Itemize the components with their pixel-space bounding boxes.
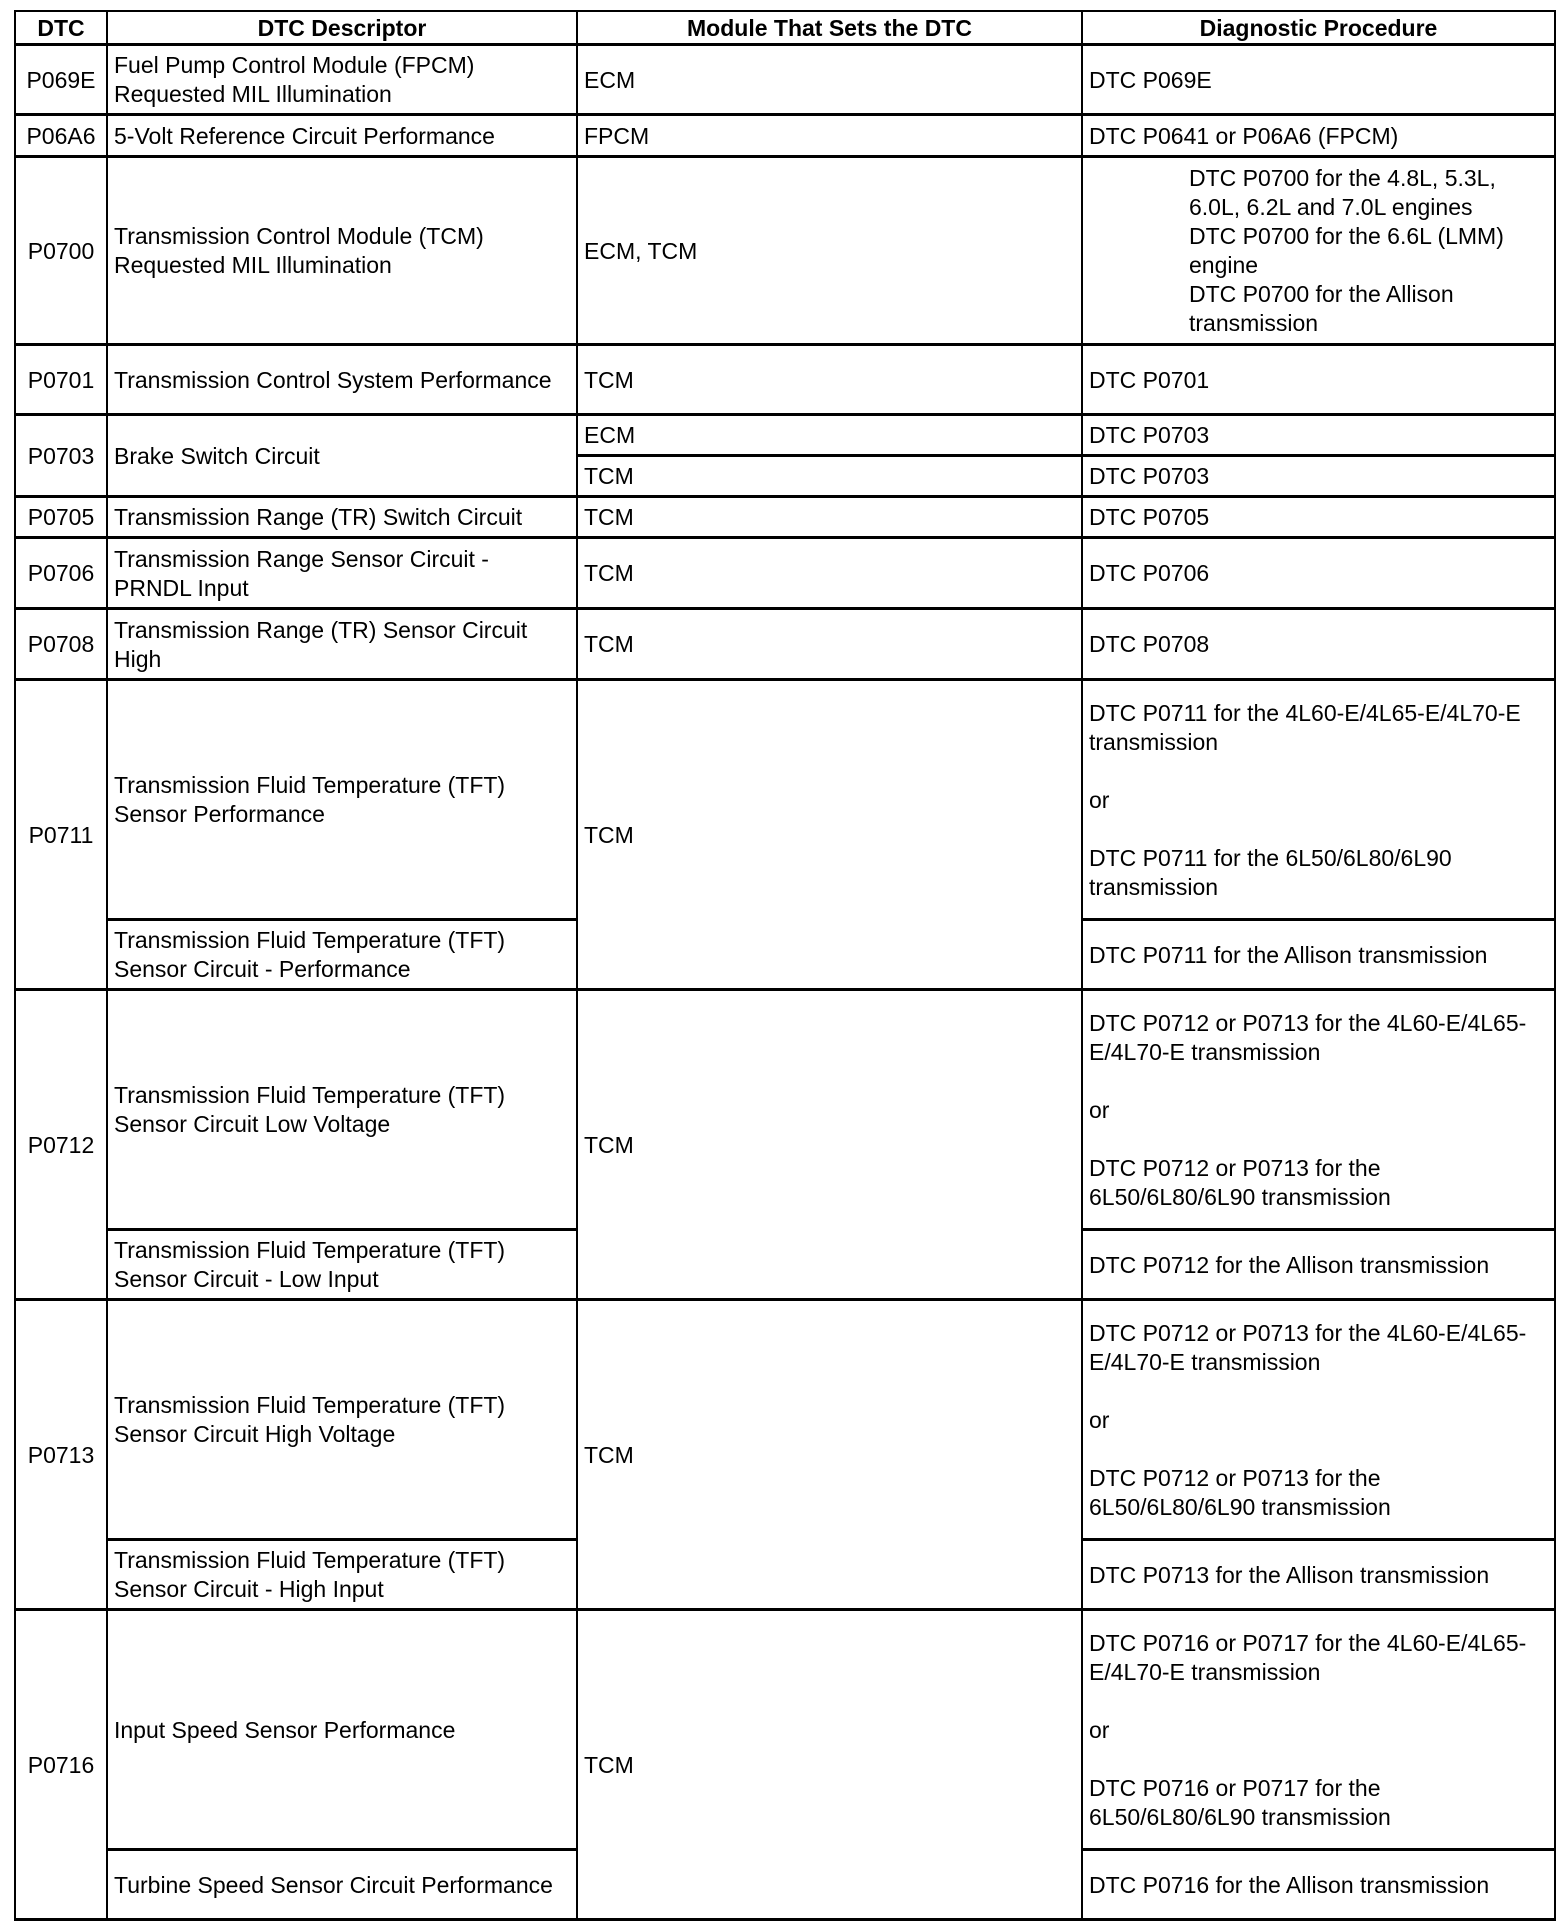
procedure-or-text: or: [1089, 1096, 1110, 1123]
dtc-procedure-list: [1082, 1610, 1555, 1850]
dtc-procedure: DTC P0716 or P0717 for the 4L60-E/4L65-E/4L70-E transmission: [1089, 1629, 1527, 1685]
dtc-procedure: DTC P0712 for the Allison transmission: [1082, 1230, 1555, 1300]
table-row: [15, 1300, 1555, 1540]
dtc-module: TCM: [577, 609, 1082, 680]
dtc-module: TCM: [577, 990, 1082, 1300]
table-row: [15, 157, 1555, 345]
dtc-descriptor: Turbine Speed Sensor Circuit Performance: [107, 1850, 577, 1920]
dtc-module: TCM: [577, 1300, 1082, 1610]
dtc-descriptor: Transmission Control Module (TCM) Requested MIL Illumination: [107, 157, 577, 345]
dtc-descriptor: Brake Switch Circuit: [107, 415, 577, 497]
table-row: [15, 538, 1555, 609]
dtc-procedure: DTC P0706: [1082, 538, 1555, 609]
dtc-code: P0705: [15, 497, 107, 538]
dtc-procedure: DTC P0711 for the 4L60-E/4L65-E/4L70-E transmission: [1089, 699, 1521, 755]
dtc-procedure-list: [1082, 680, 1555, 920]
dtc-module: TCM: [577, 538, 1082, 609]
dtc-descriptor: Transmission Control System Performance: [107, 345, 577, 415]
dtc-procedure: DTC P0703: [1082, 415, 1555, 456]
header-dtc: DTC: [15, 11, 107, 45]
table-row: [15, 497, 1555, 538]
dtc-module: FPCM: [577, 115, 1082, 157]
dtc-procedure: DTC P0713 for the Allison transmission: [1082, 1540, 1555, 1610]
dtc-procedure: DTC P0703: [1082, 456, 1555, 497]
dtc-procedure: DTC P0705: [1082, 497, 1555, 538]
dtc-descriptor: Transmission Range Sensor Circuit - PRNDL Input: [107, 538, 577, 609]
dtc-module: TCM: [577, 456, 1082, 497]
dtc-descriptor: Transmission Fluid Temperature (TFT) Sensor Performance: [107, 680, 577, 920]
dtc-code: P0713: [15, 1300, 107, 1610]
table-row: [15, 609, 1555, 680]
dtc-procedure: DTC P0716 for the Allison transmission: [1082, 1850, 1555, 1920]
dtc-procedure: DTC P0701: [1082, 345, 1555, 415]
dtc-procedure: DTC P0711 for the 6L50/6L80/6L90 transmission: [1089, 844, 1452, 900]
dtc-code: P0711: [15, 680, 107, 990]
dtc-descriptor: Fuel Pump Control Module (FPCM) Requested MIL Illumination: [107, 45, 577, 115]
table-row: [15, 990, 1555, 1230]
dtc-code: P0701: [15, 345, 107, 415]
dtc-code: P0700: [15, 157, 107, 345]
table-row: [15, 115, 1555, 157]
dtc-descriptor: Transmission Range (TR) Switch Circuit: [107, 497, 577, 538]
dtc-procedure: DTC P0712 or P0713 for the 6L50/6L80/6L90 transmission: [1089, 1154, 1391, 1210]
dtc-procedure: DTC P0708: [1082, 609, 1555, 680]
table-row: [15, 1610, 1555, 1850]
dtc-code: P0703: [15, 415, 107, 497]
dtc-descriptor: Input Speed Sensor Performance: [107, 1610, 577, 1850]
dtc-module: ECM: [577, 45, 1082, 115]
dtc-procedure-list: [1082, 990, 1555, 1230]
header-procedure: Diagnostic Procedure: [1082, 11, 1555, 45]
dtc-procedure-list: [1082, 1300, 1555, 1540]
procedure-or-text: or: [1089, 1406, 1110, 1433]
dtc-code: P0712: [15, 990, 107, 1300]
table-row: [15, 680, 1555, 920]
dtc-procedure: DTC P0712 or P0713 for the 6L50/6L80/6L90 transmission: [1089, 1464, 1391, 1520]
dtc-descriptor: Transmission Fluid Temperature (TFT) Sensor Circuit High Voltage: [107, 1300, 577, 1540]
dtc-module: TCM: [577, 1610, 1082, 1920]
table-row: [15, 45, 1555, 115]
dtc-code: P0716: [15, 1610, 107, 1920]
dtc-procedure: DTC P0711 for the Allison transmission: [1082, 920, 1555, 990]
dtc-module: ECM: [577, 415, 1082, 456]
dtc-procedure: DTC P0700 for the Allison transmission: [1189, 281, 1454, 336]
dtc-code: P0706: [15, 538, 107, 609]
dtc-module: ECM, TCM: [577, 157, 1082, 345]
dtc-code: P069E: [15, 45, 107, 115]
dtc-procedure: DTC P0716 or P0717 for the 6L50/6L80/6L90 transmission: [1089, 1774, 1391, 1830]
dtc-table: [14, 10, 1556, 1921]
dtc-procedure: DTC P0712 or P0713 for the 4L60-E/4L65-E/4L70-E transmission: [1089, 1319, 1527, 1375]
dtc-descriptor: Transmission Fluid Temperature (TFT) Sensor Circuit - High Input: [107, 1540, 577, 1610]
dtc-code: P06A6: [15, 115, 107, 157]
dtc-procedure: DTC P069E: [1082, 45, 1555, 115]
dtc-module: TCM: [577, 680, 1082, 990]
dtc-module: TCM: [577, 497, 1082, 538]
dtc-descriptor: 5-Volt Reference Circuit Performance: [107, 115, 577, 157]
dtc-procedure: DTC P0700 for the 4.8L, 5.3L, 6.0L, 6.2L and 7.0L engines: [1189, 165, 1496, 220]
dtc-descriptor: Transmission Fluid Temperature (TFT) Sensor Circuit - Low Input: [107, 1230, 577, 1300]
dtc-descriptor: Transmission Fluid Temperature (TFT) Sensor Circuit - Performance: [107, 920, 577, 990]
procedure-or-text: or: [1089, 1716, 1110, 1743]
dtc-procedure: DTC P0641 or P06A6 (FPCM): [1082, 115, 1555, 157]
header-module: Module That Sets the DTC: [577, 11, 1082, 45]
dtc-descriptor: Transmission Fluid Temperature (TFT) Sensor Circuit Low Voltage: [107, 990, 577, 1230]
dtc-procedure: DTC P0700 for the 6.6L (LMM) engine: [1189, 223, 1504, 278]
dtc-descriptor: Transmission Range (TR) Sensor Circuit High: [107, 609, 577, 680]
dtc-code: P0708: [15, 609, 107, 680]
dtc-procedure-list: [1082, 157, 1555, 345]
table-row: [15, 345, 1555, 415]
table-row: [15, 415, 1555, 456]
dtc-procedure: DTC P0712 or P0713 for the 4L60-E/4L65-E/4L70-E transmission: [1089, 1009, 1527, 1065]
procedure-or-text: or: [1089, 786, 1110, 813]
header-descriptor: DTC Descriptor: [107, 11, 577, 45]
dtc-module: TCM: [577, 345, 1082, 415]
header-row: [15, 11, 1555, 45]
